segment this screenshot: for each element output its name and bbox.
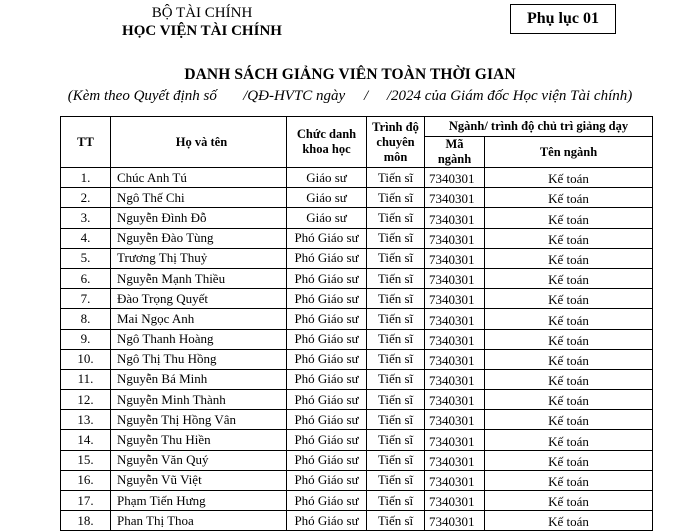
- cell-degree: Tiến sĩ: [367, 390, 425, 410]
- cell-degree: Tiến sĩ: [367, 511, 425, 531]
- cell-name: Đào Trọng Quyết: [111, 289, 287, 309]
- table-row: [61, 390, 653, 410]
- cell-major-code: 7340301: [425, 268, 485, 288]
- cell-tt: 5.: [61, 248, 111, 268]
- cell-academic-title: Phó Giáo sư: [287, 329, 367, 349]
- header-degree: Trình độ chuyên môn: [367, 117, 425, 168]
- table-header: [61, 117, 653, 168]
- cell-name: Nguyễn Văn Quý: [111, 450, 287, 470]
- cell-academic-title: Phó Giáo sư: [287, 450, 367, 470]
- header-academic-title: Chức danh khoa học: [287, 117, 367, 168]
- cell-major-name: Kế toán: [485, 168, 653, 188]
- cell-name: Nguyễn Mạnh Thiều: [111, 268, 287, 288]
- cell-academic-title: Phó Giáo sư: [287, 228, 367, 248]
- cell-major-name: Kế toán: [485, 450, 653, 470]
- cell-degree: Tiến sĩ: [367, 168, 425, 188]
- cell-academic-title: Phó Giáo sư: [287, 470, 367, 490]
- cell-major-code: 7340301: [425, 248, 485, 268]
- cell-major-code: 7340301: [425, 369, 485, 389]
- cell-major-code: 7340301: [425, 450, 485, 470]
- cell-major-code: 7340301: [425, 491, 485, 511]
- table-row: [61, 289, 653, 309]
- cell-major-name: Kế toán: [485, 491, 653, 511]
- cell-major-name: Kế toán: [485, 369, 653, 389]
- cell-degree: Tiến sĩ: [367, 470, 425, 490]
- cell-degree: Tiến sĩ: [367, 349, 425, 369]
- cell-academic-title: Giáo sư: [287, 168, 367, 188]
- organization-header: [112, 4, 292, 41]
- cell-major-name: Kế toán: [485, 268, 653, 288]
- cell-name: Mai Ngọc Anh: [111, 309, 287, 329]
- cell-tt: 11.: [61, 369, 111, 389]
- cell-degree: Tiến sĩ: [367, 228, 425, 248]
- cell-major-code: 7340301: [425, 309, 485, 329]
- cell-tt: 9.: [61, 329, 111, 349]
- cell-tt: 6.: [61, 268, 111, 288]
- cell-major-code: 7340301: [425, 188, 485, 208]
- table-row: [61, 208, 653, 228]
- cell-academic-title: Phó Giáo sư: [287, 248, 367, 268]
- table-row: [61, 410, 653, 430]
- table-row: [61, 329, 653, 349]
- cell-degree: Tiến sĩ: [367, 208, 425, 228]
- cell-major-code: 7340301: [425, 168, 485, 188]
- cell-academic-title: Giáo sư: [287, 208, 367, 228]
- cell-major-name: Kế toán: [485, 349, 653, 369]
- table-row: [61, 430, 653, 450]
- table-row: [61, 450, 653, 470]
- cell-name: Ngô Thế Chi: [111, 188, 287, 208]
- cell-academic-title: Phó Giáo sư: [287, 268, 367, 288]
- cell-name: Nguyễn Thu Hiền: [111, 430, 287, 450]
- cell-tt: 18.: [61, 511, 111, 531]
- cell-name: Phan Thị Thoa: [111, 511, 287, 531]
- cell-major-name: Kế toán: [485, 228, 653, 248]
- cell-major-code: 7340301: [425, 470, 485, 490]
- cell-tt: 17.: [61, 491, 111, 511]
- cell-major-code: 7340301: [425, 289, 485, 309]
- cell-major-code: 7340301: [425, 511, 485, 531]
- table-row: [61, 309, 653, 329]
- cell-major-name: Kế toán: [485, 309, 653, 329]
- cell-degree: Tiến sĩ: [367, 248, 425, 268]
- appendix-label: Phụ lục 01: [510, 4, 616, 34]
- cell-major-code: 7340301: [425, 329, 485, 349]
- cell-name: Nguyễn Thị Hồng Vân: [111, 410, 287, 430]
- table-row: [61, 470, 653, 490]
- cell-degree: Tiến sĩ: [367, 268, 425, 288]
- cell-academic-title: Phó Giáo sư: [287, 289, 367, 309]
- cell-academic-title: Giáo sư: [287, 188, 367, 208]
- cell-major-name: Kế toán: [485, 430, 653, 450]
- cell-degree: Tiến sĩ: [367, 188, 425, 208]
- header-major-code: Mã ngành: [425, 137, 485, 168]
- cell-name: Phạm Tiến Hưng: [111, 491, 287, 511]
- cell-academic-title: Phó Giáo sư: [287, 390, 367, 410]
- cell-academic-title: Phó Giáo sư: [287, 430, 367, 450]
- cell-degree: Tiến sĩ: [367, 309, 425, 329]
- cell-major-name: Kế toán: [485, 208, 653, 228]
- cell-name: Nguyễn Vũ Việt: [111, 470, 287, 490]
- cell-major-code: 7340301: [425, 430, 485, 450]
- cell-degree: Tiến sĩ: [367, 450, 425, 470]
- cell-tt: 4.: [61, 228, 111, 248]
- header-major-group: Ngành/ trình độ chủ trì giảng dạy: [425, 117, 653, 137]
- cell-major-code: 7340301: [425, 390, 485, 410]
- header-tt: TT: [61, 117, 111, 168]
- cell-degree: Tiến sĩ: [367, 491, 425, 511]
- cell-major-name: Kế toán: [485, 289, 653, 309]
- cell-major-name: Kế toán: [485, 248, 653, 268]
- cell-degree: Tiến sĩ: [367, 410, 425, 430]
- staff-table: [60, 116, 653, 531]
- ministry-name: BỘ TÀI CHÍNH: [151, 5, 253, 21]
- cell-tt: 10.: [61, 349, 111, 369]
- table-row: [61, 369, 653, 389]
- table-row: [61, 228, 653, 248]
- cell-name: Nguyễn Minh Thành: [111, 390, 287, 410]
- table-row: [61, 491, 653, 511]
- cell-major-code: 7340301: [425, 228, 485, 248]
- table-row: [61, 349, 653, 369]
- cell-name: Nguyễn Đình Đỗ: [111, 208, 287, 228]
- document-subtitle: (Kèm theo Quyết định số /QĐ-HVTC ngày / /2024 của Giám đốc Học viện Tài chính): [67, 88, 633, 104]
- cell-tt: 16.: [61, 470, 111, 490]
- cell-academic-title: Phó Giáo sư: [287, 369, 367, 389]
- cell-tt: 7.: [61, 289, 111, 309]
- cell-degree: Tiến sĩ: [367, 289, 425, 309]
- cell-major-name: Kế toán: [485, 511, 653, 531]
- table-row: [61, 168, 653, 188]
- cell-major-name: Kế toán: [485, 470, 653, 490]
- cell-tt: 1.: [61, 168, 111, 188]
- cell-name: Ngô Thị Thu Hồng: [111, 349, 287, 369]
- cell-academic-title: Phó Giáo sư: [287, 349, 367, 369]
- cell-major-code: 7340301: [425, 410, 485, 430]
- cell-tt: 3.: [61, 208, 111, 228]
- cell-name: Trương Thị Thuỷ: [111, 248, 287, 268]
- cell-tt: 13.: [61, 410, 111, 430]
- header-major-name: Tên ngành: [485, 137, 653, 168]
- cell-major-name: Kế toán: [485, 188, 653, 208]
- cell-major-code: 7340301: [425, 349, 485, 369]
- table-row: [61, 188, 653, 208]
- cell-major-name: Kế toán: [485, 329, 653, 349]
- table-row: [61, 268, 653, 288]
- cell-degree: Tiến sĩ: [367, 430, 425, 450]
- cell-academic-title: Phó Giáo sư: [287, 491, 367, 511]
- cell-name: Nguyễn Bá Minh: [111, 369, 287, 389]
- cell-name: Chúc Anh Tú: [111, 168, 287, 188]
- academy-name: HỌC VIỆN TÀI CHÍNH: [122, 23, 282, 39]
- cell-tt: 12.: [61, 390, 111, 410]
- header-name: Họ và tên: [111, 117, 287, 168]
- cell-academic-title: Phó Giáo sư: [287, 309, 367, 329]
- cell-tt: 2.: [61, 188, 111, 208]
- cell-name: Ngô Thanh Hoàng: [111, 329, 287, 349]
- cell-academic-title: Phó Giáo sư: [287, 511, 367, 531]
- table-body: [61, 168, 653, 531]
- cell-tt: 8.: [61, 309, 111, 329]
- cell-tt: 14.: [61, 430, 111, 450]
- cell-major-code: 7340301: [425, 208, 485, 228]
- cell-degree: Tiến sĩ: [367, 329, 425, 349]
- cell-major-name: Kế toán: [485, 390, 653, 410]
- cell-major-name: Kế toán: [485, 410, 653, 430]
- document-title: DANH SÁCH GIẢNG VIÊN TOÀN THỜI GIAN: [184, 66, 516, 83]
- table-row: [61, 511, 653, 531]
- cell-name: Nguyễn Đào Tùng: [111, 228, 287, 248]
- cell-degree: Tiến sĩ: [367, 369, 425, 389]
- cell-academic-title: Phó Giáo sư: [287, 410, 367, 430]
- cell-tt: 15.: [61, 450, 111, 470]
- table-row: [61, 248, 653, 268]
